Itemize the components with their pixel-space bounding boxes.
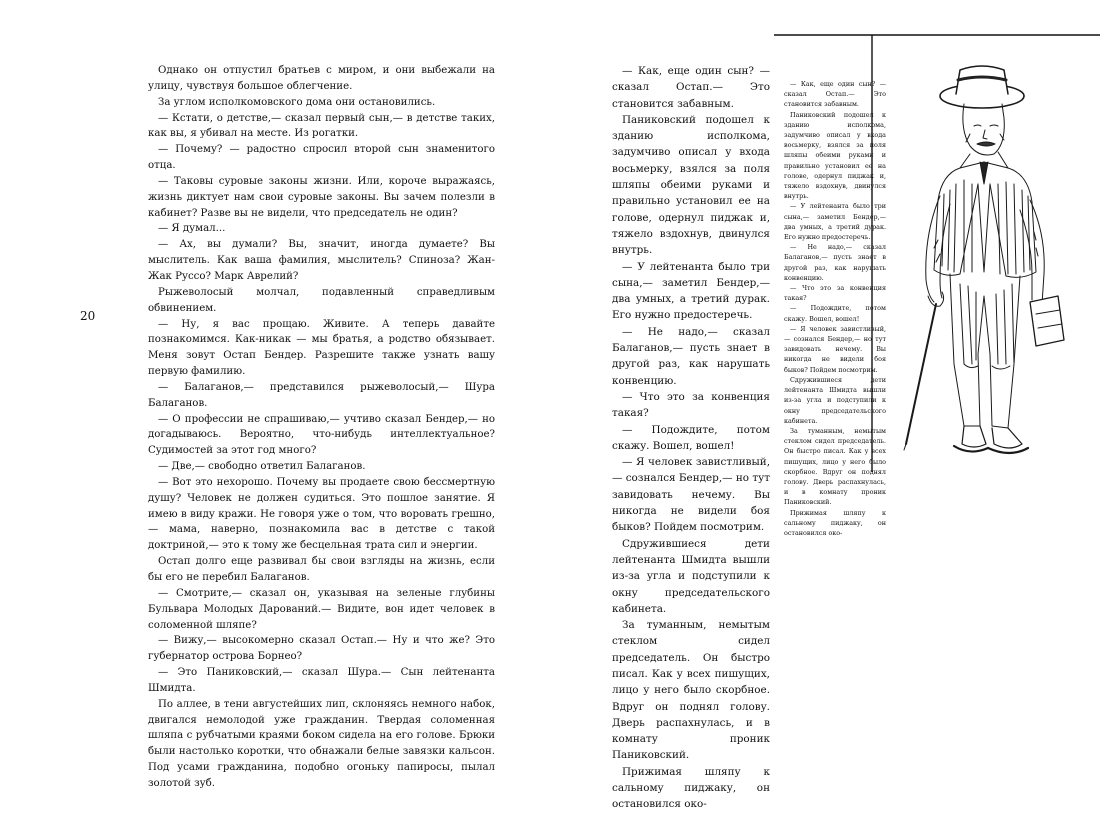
paragraph: — Что это за конвенция такая? <box>784 284 886 303</box>
paragraph: Прижимая шляпу к сальному пиджаку, он остановился око- <box>784 508 886 537</box>
paragraph: Паниковский подошел к зданию исполкома, задумчиво описал у входа восьмерку, взялся за поля шляпы обеими руками и правильно установил ее на голове, одернул пиджак и, тяжело вздохнув, двинулся внутрь. <box>612 113 770 257</box>
paragraph: — Две,— свободно ответил Балаганов. <box>158 461 366 473</box>
left-page <box>0 0 545 789</box>
paragraph: — Как, еще один сын? — сказал Остап.— Это становится забавным. <box>612 65 770 110</box>
paragraph: — О профессии не спрашиваю,— учтиво сказал Бендер,— но догадываюсь. Вероятно, что-нибудь интеллектуальное? Судимостей за этот год много? <box>148 413 495 457</box>
illustration-side-text <box>784 79 886 538</box>
paragraph: — Ну, я вас прощаю. Живите. А теперь давайте познакомимся. Как-никак — мы братья, а родство обязывает. Меня зовут Остап Бендер. Разрешите также узнать вашу первую фамилию. <box>148 318 495 378</box>
paragraph: — Я человек завистливый,— сознался Бендер,— но тут завидовать нечему. Вы никогда не видели боя быков? Пойдем посмотрим. <box>784 324 886 374</box>
right-text-column <box>612 63 770 813</box>
paragraph: По аллее, в тени августейших лип, склоняясь немного набок, двигался немолодой уже гражданин. Твердая соломенная шляпа с рубчатыми краями боком сидела на его голове. Брюки были настолько коротки, что обнажали белые завязки кальсон. Под усами гражданина, подобно огоньку папиросы, пылал золотой зуб. <box>148 698 495 789</box>
paragraph: — У лейтенанта было три сына,— заметил Бендер,— два умных, а третий дурак. Его нужно предостеречь. <box>784 202 886 242</box>
paragraph: Остап долго еще развивал бы свои взгляды на жизнь, если бы его не перебил Балаганов. <box>148 556 495 583</box>
paragraph: — Я человек завистливый,— сознался Бендер,— но тут завидовать нечему. Вы никогда не видели боя быков? Пойдем посмотрим. <box>612 456 770 534</box>
paragraph: Рыжеволосый молчал, подавленный справедливым обвинением. <box>148 286 495 314</box>
paragraph: — Не надо,— сказал Балаганов,— пусть знает в другой раз, как нарушать конвенцию. <box>612 325 770 387</box>
paragraph: — Подождите, потом скажу. Вошел, вошел! <box>612 423 770 452</box>
paragraph: За туманным, немытым стеклом сидел председатель. Он быстро писал. Как у всех пишущих, лицо у него было скорбное. Вдруг он поднял голову. Дверь распахнулась, и в комнату проник Паниковский. <box>612 619 770 762</box>
paragraph: — Балаганов,— представился рыжеволосый,— Шура Балаганов. <box>148 381 495 409</box>
paragraph: Сдружившиеся дети лейтенанта Шмидта вышли из-за угла и подступили к окну председательского кабинета. <box>784 375 886 425</box>
paragraph: — Вот это нехорошо. Почему вы продаете свою бессмертную душу? Человек не должен судиться. Это пошлое занятие. Я имею в виду кражи. Не говоря уже о том, что воровать грешно,— мама, наверно, познакомила вас в детстве с такой доктриной,— это к тому же бесцельная трата сил и энергии. <box>148 476 495 552</box>
paragraph: — Таковы суровые законы жизни. Или, короче выражаясь, жизнь диктует нам свои суровые законы. Вы зачем полезли в кабинет? Разве вы не видели, что председатель не один? <box>148 175 495 219</box>
paragraph: — Я думал... <box>158 223 226 235</box>
paragraph: — Подождите, потом скажу. Вошел, вошел! <box>784 304 886 323</box>
paragraph: — Не надо,— сказал Балаганов,— пусть знает в другой раз, как нарушать конвенцию. <box>784 243 886 282</box>
paragraph: Сдружившиеся дети лейтенанта Шмидта вышли из-за угла и подступили к окну председательского кабинета. <box>612 537 770 615</box>
paragraph: — Как, еще один сын? — сказал Остап.— Это становится забавным. <box>784 80 886 109</box>
paragraph: За углом исполкомовского дома они остановились. <box>158 96 436 108</box>
paragraph: Прижимая шляпу к сальному пиджаку, он остановился око- <box>612 765 770 811</box>
paragraph: — Что это за конвенция такая? <box>612 390 770 420</box>
paragraph: — Это Паниковский,— сказал Шура.— Сын лейтенанта Шмидта. <box>148 667 495 694</box>
left-text-column <box>148 63 495 792</box>
paragraph: — У лейтенанта было три сына,— заметил Бендер,— два умных, а третий дурак. Его нужно предостеречь. <box>612 260 770 322</box>
paragraph: За туманным, немытым стеклом сидел председатель. Он быстро писал. Как у всех пишущих, лицо у него было скорбное. Вдруг он поднял голову. Дверь распахнулась, и в комнату проник Паниковский. <box>784 426 886 507</box>
paragraph: — Вижу,— высокомерно сказал Остап.— Ну и что же? Это губернатор острова Борнео? <box>148 635 495 663</box>
page-number: 20 <box>80 309 96 323</box>
paragraph: Паниковский подошел к зданию исполкома, задумчиво описал у входа восьмерку, взялся за поля шляпы обеими руками и правильно установил ее на голове, одернул пиджак и, тяжело вздохнув, двинулся внутрь. <box>784 110 886 201</box>
paragraph: — Почему? — радостно спросил второй сын знаменитого отца. <box>148 144 495 172</box>
paragraph: Однако он отпустил братьев с миром, и они выбежали на улицу, чувствуя большое облегчение. <box>148 65 495 92</box>
paragraph: — Ах, вы думали? Вы, значит, иногда думаете? Вы мыслитель. Как ваша фамилия, мыслитель? Спиноза? Жан-Жак Руссо? Марк Аврелий? <box>148 239 495 282</box>
paragraph: — Смотрите,— сказал он, указывая на зеленые глубины Бульвара Молодых Дарований.— Видите, вон идет человек в соломенной шляпе? <box>148 587 495 631</box>
paragraph: — Кстати, о детстве,— сказал первый сын,— в детстве таких, как вы, я убивал на месте. Из рогатки. <box>148 112 495 140</box>
